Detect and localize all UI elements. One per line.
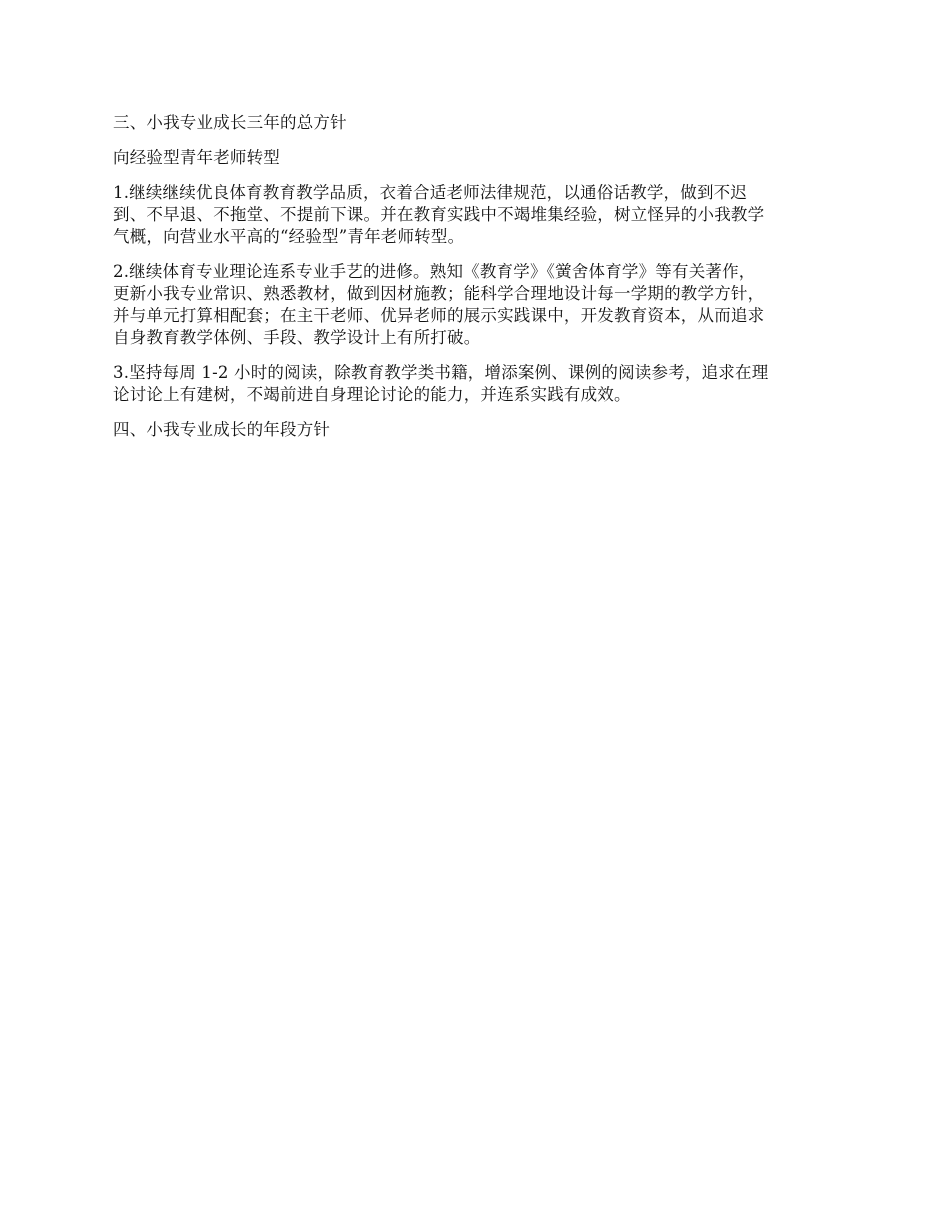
paragraph-item-2-line-1: 2.继续体育专业理论连系专业手艺的进修。熟知《教育学》《黉舍体育学》等有关著作，: [113, 262, 756, 281]
paragraph-item-3: [113, 362, 841, 406]
document-page: [113, 112, 841, 441]
paragraph-item-2: [113, 261, 841, 349]
paragraph-item-1-line-1: 1.继续继续优良体育教育教学品质，衣着合适老师法律规范，以通俗话教学，做到不迟: [113, 183, 748, 202]
paragraph-item-1-line-3: 气概，向营业水平高的“经验型”青年老师转型。: [113, 227, 465, 246]
subheading: 向经验型青年老师转型: [113, 148, 280, 167]
paragraph-item-2-line-4: 自身教育教学体例、手段、教学设计上有所打破。: [113, 328, 481, 347]
paragraph-item-3-line-2: 论讨论上有建树，不竭前进自身理论讨论的能力，并连系实践有成效。: [113, 385, 631, 404]
section-three-heading: 三、小我专业成长三年的总方针: [113, 113, 347, 132]
paragraph-item-1: [113, 182, 841, 248]
paragraph-item-1-line-2: 到、不早退、不拖堂、不提前下课。并在教育实践中不竭堆集经验，树立怪异的小我教学: [113, 205, 765, 224]
paragraph-item-3-line-1: 3.坚持每周 1-2 小时的阅读，除教育教学类书籍，增添案例、课例的阅读参考，追求在理: [113, 363, 769, 382]
section-four-heading: 四、小我专业成长的年段方针: [113, 420, 331, 439]
paragraph-item-2-line-3: 并与单元打算相配套；在主干老师、优异老师的展示实践课中，开发教育资本，从而追求: [113, 306, 765, 325]
paragraph-item-2-line-2: 更新小我专业常识、熟悉教材，做到因材施教；能科学合理地设计每一学期的教学方针，: [113, 284, 765, 303]
